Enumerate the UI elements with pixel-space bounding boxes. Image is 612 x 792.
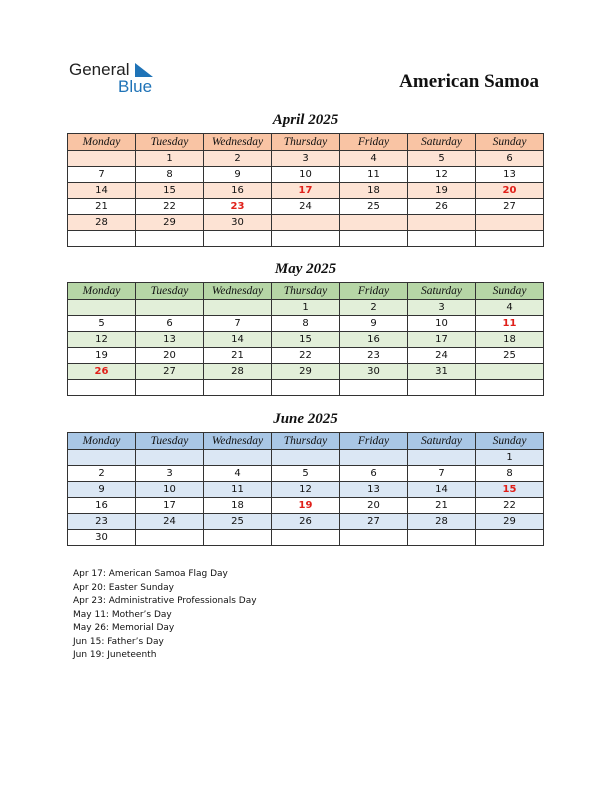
day-cell: 24 xyxy=(408,348,476,364)
day-cell xyxy=(408,215,476,231)
day-cell: 3 xyxy=(136,466,204,482)
week-row xyxy=(68,183,544,199)
day-cell: 19 xyxy=(272,498,340,514)
holiday-item: Apr 23: Administrative Professionals Day xyxy=(73,596,257,606)
day-cell xyxy=(272,380,340,396)
day-cell xyxy=(272,231,340,247)
day-cell: 26 xyxy=(68,364,136,380)
weekday-header: Wednesday xyxy=(204,283,272,300)
day-cell: 12 xyxy=(272,482,340,498)
week-row xyxy=(68,348,544,364)
day-cell: 17 xyxy=(272,183,340,199)
day-cell: 5 xyxy=(408,151,476,167)
day-cell xyxy=(204,300,272,316)
day-cell: 11 xyxy=(340,167,408,183)
weekday-header: Wednesday xyxy=(204,433,272,450)
day-cell xyxy=(476,380,544,396)
weekday-header: Monday xyxy=(68,433,136,450)
day-cell: 10 xyxy=(408,316,476,332)
holiday-item: Jun 15: Father’s Day xyxy=(73,636,164,647)
day-cell: 21 xyxy=(68,199,136,215)
day-cell xyxy=(272,530,340,546)
day-cell: 7 xyxy=(68,167,136,183)
day-cell: 12 xyxy=(408,167,476,183)
weekday-header: Thursday xyxy=(272,283,340,300)
day-cell: 1 xyxy=(136,151,204,167)
day-cell: 25 xyxy=(476,348,544,364)
day-cell: 17 xyxy=(136,498,204,514)
day-cell: 4 xyxy=(204,466,272,482)
day-cell: 20 xyxy=(136,348,204,364)
day-cell: 12 xyxy=(68,332,136,348)
month-title-april: April 2025 xyxy=(272,112,339,128)
day-cell: 21 xyxy=(408,498,476,514)
day-cell: 22 xyxy=(272,348,340,364)
day-cell: 22 xyxy=(136,199,204,215)
day-cell: 2 xyxy=(204,151,272,167)
weekday-header: Saturday xyxy=(408,433,476,450)
day-cell: 26 xyxy=(408,199,476,215)
week-row xyxy=(68,450,544,466)
day-cell: 22 xyxy=(476,498,544,514)
weekday-header-row xyxy=(68,283,544,300)
day-cell: 29 xyxy=(136,215,204,231)
calendar-april xyxy=(67,133,544,247)
day-cell: 30 xyxy=(340,364,408,380)
day-cell: 9 xyxy=(68,482,136,498)
weekday-header: Tuesday xyxy=(136,134,204,151)
day-cell: 26 xyxy=(272,514,340,530)
week-row xyxy=(68,300,544,316)
day-cell: 28 xyxy=(204,364,272,380)
day-cell: 23 xyxy=(340,348,408,364)
weekday-header-row xyxy=(68,134,544,151)
day-cell: 11 xyxy=(476,316,544,332)
logo-triangle-icon xyxy=(135,63,153,77)
day-cell: 25 xyxy=(204,514,272,530)
day-cell: 27 xyxy=(136,364,204,380)
weekday-header: Friday xyxy=(340,134,408,151)
week-row xyxy=(68,380,544,396)
day-cell: 20 xyxy=(340,498,408,514)
day-cell xyxy=(340,215,408,231)
day-cell: 24 xyxy=(136,514,204,530)
week-row xyxy=(68,215,544,231)
day-cell: 10 xyxy=(136,482,204,498)
week-row xyxy=(68,530,544,546)
logo-text-blue: Blue xyxy=(118,77,153,96)
day-cell: 10 xyxy=(272,167,340,183)
day-cell xyxy=(68,151,136,167)
day-cell: 19 xyxy=(68,348,136,364)
day-cell xyxy=(408,530,476,546)
day-cell: 2 xyxy=(68,466,136,482)
day-cell xyxy=(476,364,544,380)
holiday-item: Jun 19: Juneteenth xyxy=(73,650,157,660)
week-row xyxy=(68,199,544,215)
day-cell: 3 xyxy=(408,300,476,316)
day-cell: 15 xyxy=(272,332,340,348)
weekday-header: Monday xyxy=(68,283,136,300)
day-cell: 13 xyxy=(340,482,408,498)
day-cell: 16 xyxy=(204,183,272,199)
day-cell: 5 xyxy=(68,316,136,332)
week-row xyxy=(68,498,544,514)
weekday-header: Saturday xyxy=(408,134,476,151)
logo xyxy=(69,60,169,100)
day-cell xyxy=(340,530,408,546)
day-cell xyxy=(204,380,272,396)
weekday-header: Saturday xyxy=(408,283,476,300)
day-cell xyxy=(68,450,136,466)
day-cell xyxy=(340,380,408,396)
day-cell: 18 xyxy=(204,498,272,514)
holiday-list xyxy=(73,568,257,663)
day-cell: 15 xyxy=(476,482,544,498)
day-cell: 15 xyxy=(136,183,204,199)
day-cell: 13 xyxy=(136,332,204,348)
day-cell: 27 xyxy=(340,514,408,530)
day-cell: 25 xyxy=(340,199,408,215)
day-cell: 30 xyxy=(204,215,272,231)
week-row xyxy=(68,364,544,380)
day-cell: 19 xyxy=(408,183,476,199)
calendar-may xyxy=(67,282,544,396)
day-cell: 7 xyxy=(408,466,476,482)
day-cell xyxy=(204,530,272,546)
day-cell xyxy=(476,530,544,546)
weekday-header: Tuesday xyxy=(136,433,204,450)
day-cell: 13 xyxy=(476,167,544,183)
day-cell: 7 xyxy=(204,316,272,332)
day-cell: 30 xyxy=(68,530,136,546)
weekday-header: Monday xyxy=(68,134,136,151)
weekday-header: Sunday xyxy=(476,433,544,450)
day-cell: 14 xyxy=(68,183,136,199)
day-cell xyxy=(408,380,476,396)
day-cell xyxy=(272,450,340,466)
week-row xyxy=(68,514,544,530)
day-cell: 3 xyxy=(272,151,340,167)
day-cell: 29 xyxy=(476,514,544,530)
day-cell: 29 xyxy=(272,364,340,380)
holiday-item: Apr 20: Easter Sunday xyxy=(73,582,174,593)
day-cell xyxy=(476,231,544,247)
weekday-header-row xyxy=(68,433,544,450)
weekday-header: Sunday xyxy=(476,134,544,151)
day-cell xyxy=(408,450,476,466)
day-cell: 5 xyxy=(272,466,340,482)
week-row xyxy=(68,482,544,498)
day-cell: 16 xyxy=(68,498,136,514)
day-cell xyxy=(408,231,476,247)
day-cell: 8 xyxy=(272,316,340,332)
day-cell: 9 xyxy=(204,167,272,183)
day-cell: 28 xyxy=(408,514,476,530)
day-cell: 1 xyxy=(272,300,340,316)
logo-text-general: General xyxy=(69,60,130,79)
day-cell: 21 xyxy=(204,348,272,364)
week-row xyxy=(68,316,544,332)
day-cell xyxy=(340,450,408,466)
day-cell xyxy=(68,380,136,396)
calendar-june xyxy=(67,432,544,546)
week-row xyxy=(68,151,544,167)
weekday-header: Friday xyxy=(340,283,408,300)
day-cell: 8 xyxy=(136,167,204,183)
day-cell xyxy=(136,380,204,396)
day-cell: 14 xyxy=(408,482,476,498)
day-cell: 23 xyxy=(204,199,272,215)
holiday-item: May 26: Memorial Day xyxy=(73,623,175,633)
day-cell xyxy=(204,450,272,466)
week-row xyxy=(68,332,544,348)
day-cell: 24 xyxy=(272,199,340,215)
day-cell: 17 xyxy=(408,332,476,348)
day-cell xyxy=(68,231,136,247)
day-cell: 6 xyxy=(136,316,204,332)
week-row xyxy=(68,466,544,482)
day-cell: 6 xyxy=(340,466,408,482)
day-cell: 2 xyxy=(340,300,408,316)
weekday-header: Friday xyxy=(340,433,408,450)
day-cell xyxy=(272,215,340,231)
day-cell xyxy=(136,450,204,466)
weekday-header: Sunday xyxy=(476,283,544,300)
day-cell xyxy=(340,231,408,247)
day-cell: 9 xyxy=(340,316,408,332)
day-cell: 23 xyxy=(68,514,136,530)
day-cell: 4 xyxy=(476,300,544,316)
day-cell xyxy=(204,231,272,247)
month-title-june: June 2025 xyxy=(273,411,338,427)
day-cell: 27 xyxy=(476,199,544,215)
day-cell: 6 xyxy=(476,151,544,167)
day-cell xyxy=(136,300,204,316)
week-row xyxy=(68,167,544,183)
weekday-header: Wednesday xyxy=(204,134,272,151)
month-title-may: May 2025 xyxy=(274,261,337,277)
day-cell: 8 xyxy=(476,466,544,482)
day-cell: 20 xyxy=(476,183,544,199)
day-cell: 11 xyxy=(204,482,272,498)
holiday-item: May 11: Mother’s Day xyxy=(73,609,172,620)
day-cell xyxy=(476,215,544,231)
country-title: American Samoa xyxy=(399,71,539,92)
day-cell: 18 xyxy=(476,332,544,348)
day-cell: 18 xyxy=(340,183,408,199)
weekday-header: Thursday xyxy=(272,433,340,450)
day-cell: 14 xyxy=(204,332,272,348)
day-cell: 1 xyxy=(476,450,544,466)
day-cell xyxy=(136,231,204,247)
day-cell: 28 xyxy=(68,215,136,231)
weekday-header: Tuesday xyxy=(136,283,204,300)
day-cell: 31 xyxy=(408,364,476,380)
day-cell: 4 xyxy=(340,151,408,167)
holiday-item: Apr 17: American Samoa Flag Day xyxy=(73,569,228,579)
day-cell: 16 xyxy=(340,332,408,348)
week-row xyxy=(68,231,544,247)
day-cell xyxy=(68,300,136,316)
day-cell xyxy=(136,530,204,546)
weekday-header: Thursday xyxy=(272,134,340,151)
